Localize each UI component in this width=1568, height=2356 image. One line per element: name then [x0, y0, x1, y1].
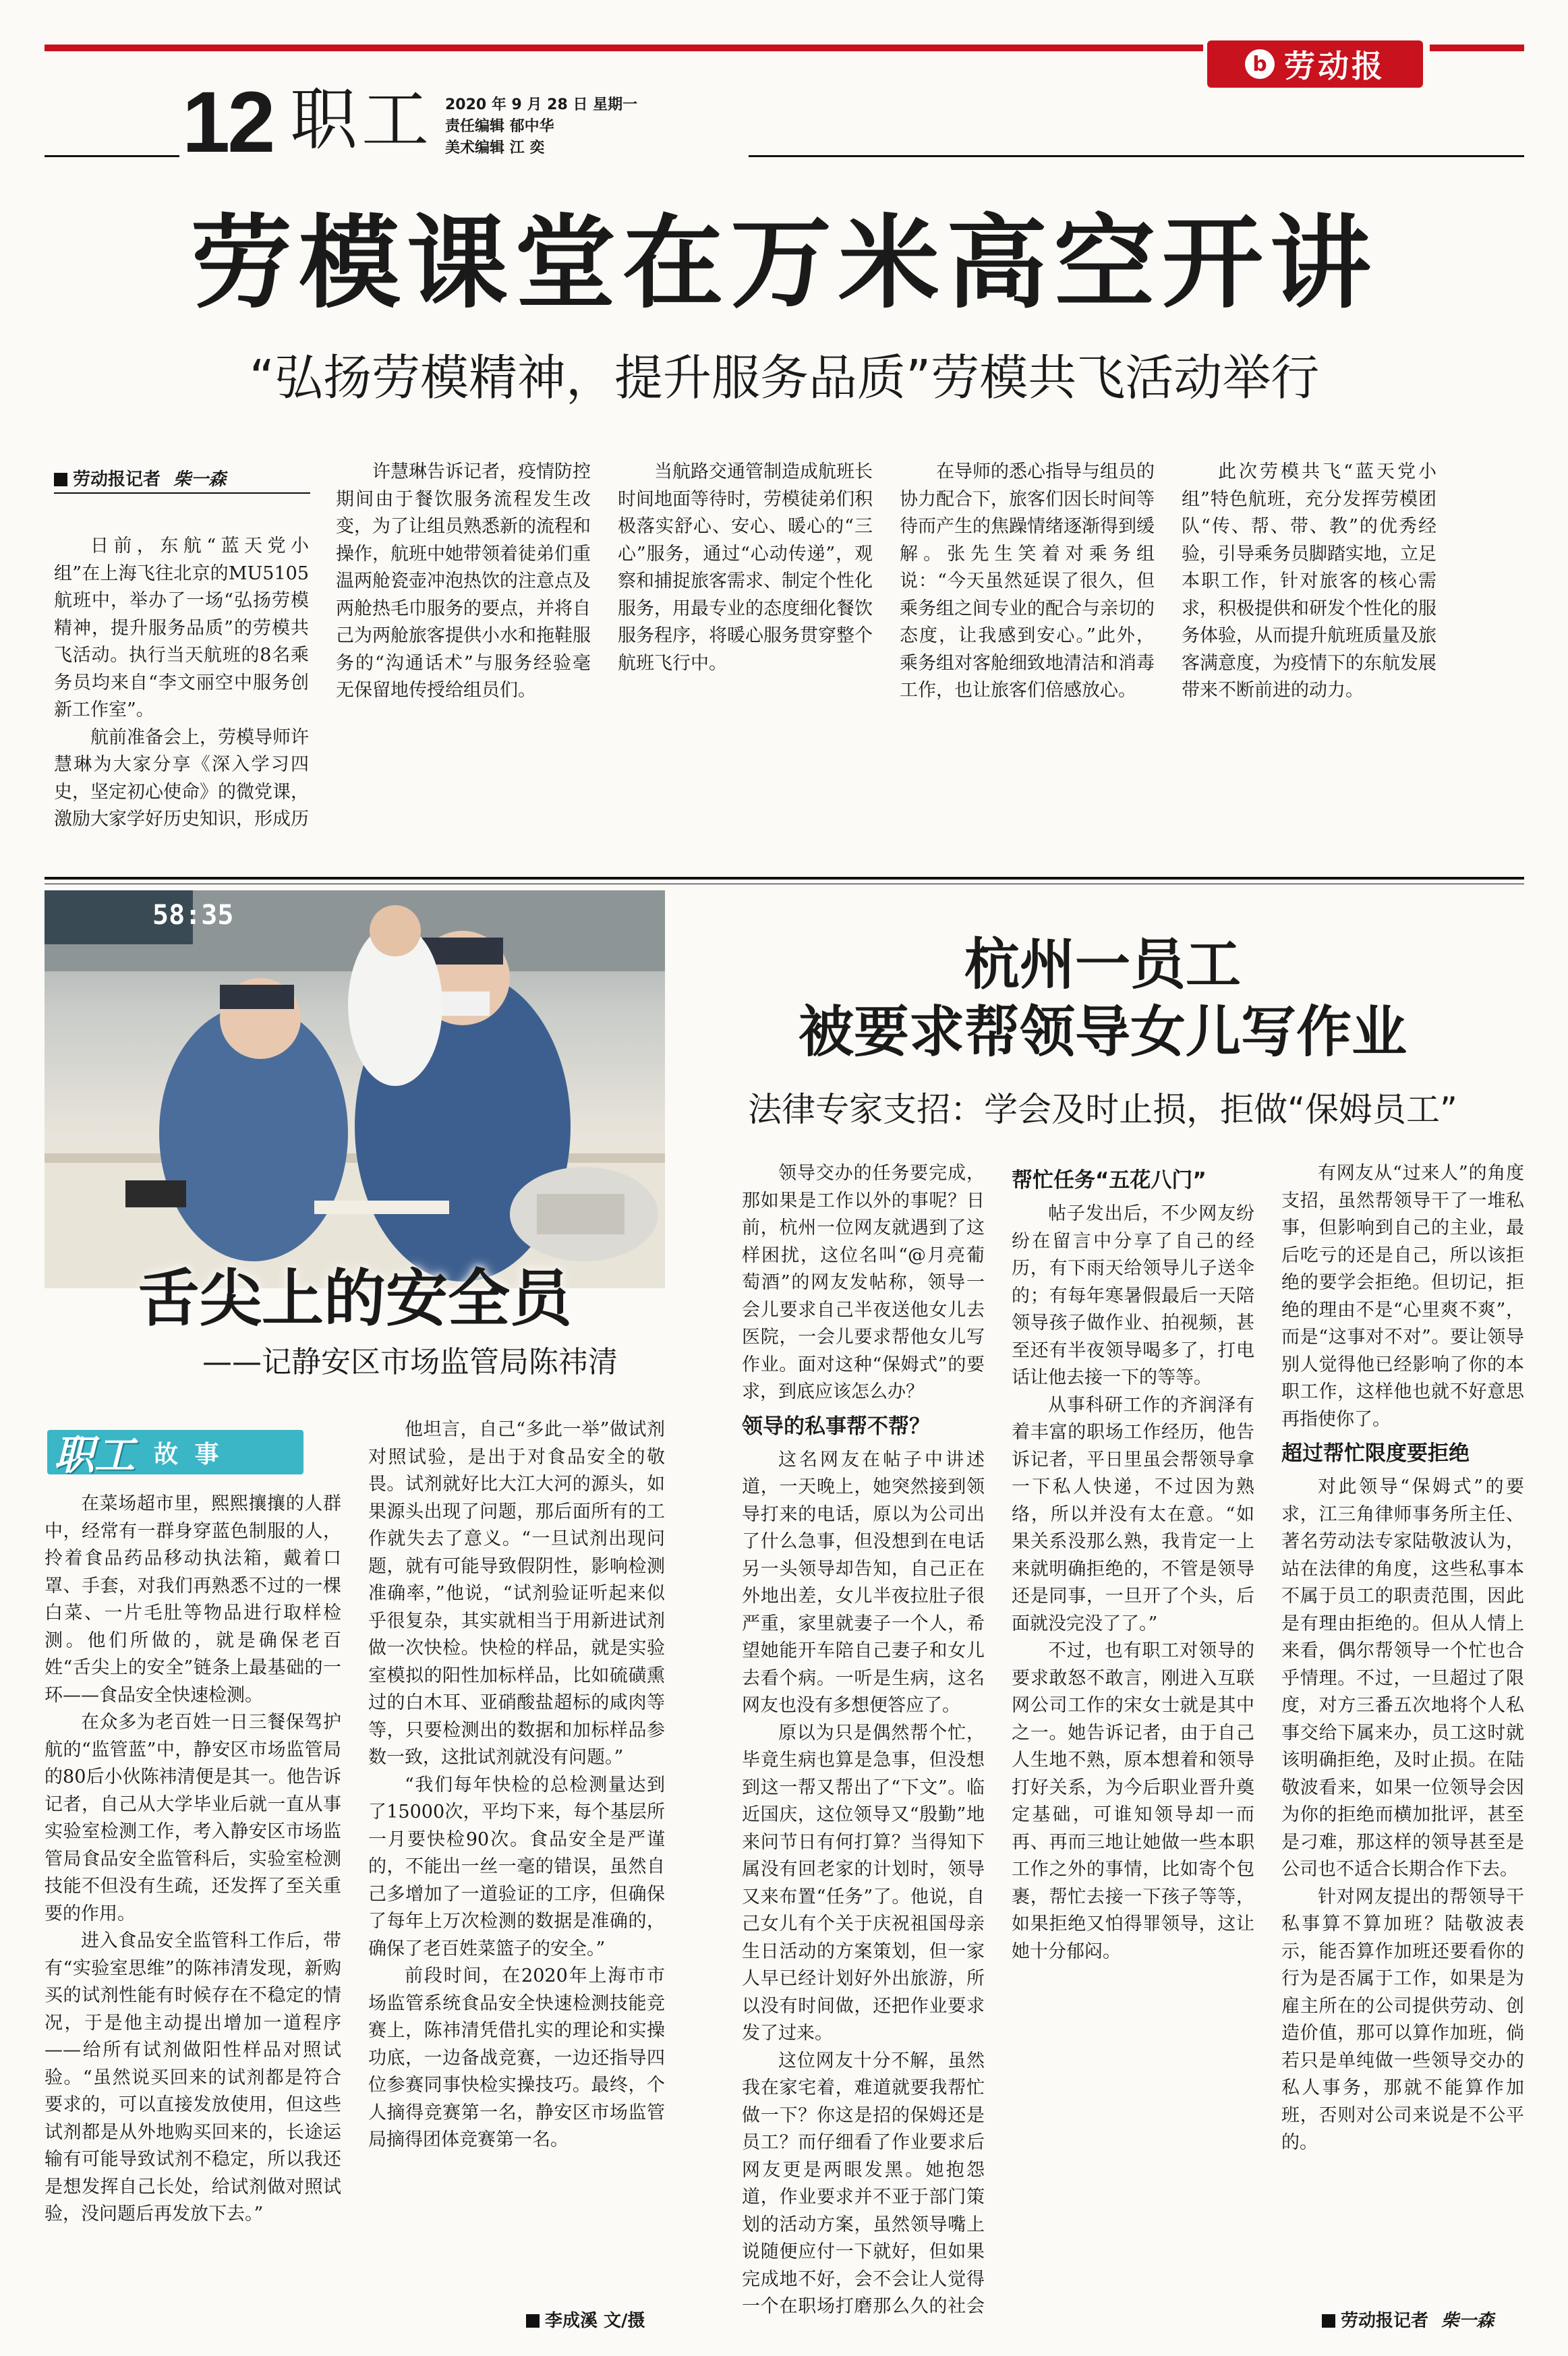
article3-paragraph: 从事科研工作的齐润泽有着丰富的职场工作经历，他告诉记者，平日里虽会帮领导拿一下私人快递，不过因为熟络，所以并没有太在意。“如果关系没那么熟，我肯定一上来就明确拒绝的，不管是领导还是同事，一旦开了个头，后面就没完没了了。” [1012, 1394, 1254, 1634]
article3-section-heading: 帮忙任务“五花八门” [1012, 1168, 1207, 1193]
issue-date: 2020 年 9 月 28 日 星期一 [445, 96, 638, 113]
paper-name: 劳动报 [1284, 48, 1385, 84]
article1-column-5 [1182, 459, 1436, 830]
article3-paragraph: 帖子发出后，不少网友纷纷在留言中分享了自己的经历，有下雨天给领导儿子送伞的；有每年寒暑假最后一天陪领导孩子做作业、拍视频，甚至还有半夜领导喝多了，打电话让他去接一下的等等。 [1012, 1203, 1254, 1388]
article2-paragraph: 在众多为老百姓一日三餐保驾护航的“监管蓝”中，静安区市场监管局的80后小伙陈祎清便是其一。他告诉记者，自己从大学毕业后就一直从事实验室检测工作，考入静安区市场监管局食品安全监管科后，实验室检测技能不但没有生疏，还发挥了至关重要的作用。 [45, 1712, 341, 1924]
article3-paragraph: 这名网友在帖子中讲述道，一天晚上，她突然接到领导打来的电话，原以为公司出了什么急事，但没想到在电话另一头领导却告知，自己正在外地出差，女儿半夜拉肚子很严重，家里就妻子一个人，希望她能开车陪自己妻子和女儿去看个病。一听是生病，这名网友也没有多想便答应了。 [742, 1449, 985, 1716]
section-divider [45, 877, 1524, 880]
article2-paragraph: 他坦言，自己“多此一举”做试剂对照试验，是出于对食品安全的敬畏。试剂就好比大江大河的源头，如果源头出现了问题，那后面所有的工作就失去了意义。“一旦试剂出现问题，就有可能导致假阴性，影响检测准确率，”他说，“试剂验证听起来似乎很复杂，其实就相当于用新进试剂做一次快检。快检的样品，就是实验室模拟的阳性加标样品，比如硫磺熏过的白木耳、亚硝酸盐超标的咸肉等等，只要检测出的数据和加标样品参数一致，这批试剂就没有问题。” [368, 1419, 665, 1768]
art-editor-line: 美术编辑 江 奕 [445, 140, 545, 156]
byline-name: 柴一森 [1441, 2311, 1494, 2331]
article3-subhead: 法律专家支招：学会及时止损，拒做“保姆员工” [748, 1090, 1457, 1129]
article2-paragraph: 前段时间，在2020年上海市市场监管系统食品安全快速检测技能竞赛上，陈祎清凭借扎实的理论和实操功底，一边备战竞赛，一边还指导四位参赛同事快检实操技巧。最终，个人摘得竞赛第一名，静安区市场监管局摘得团体竞赛第一名。 [368, 1965, 665, 2150]
article3-byline [1322, 2307, 1494, 2332]
inspection-photo [45, 890, 665, 1288]
article2-subhead: ——记静安区市场监管局陈祎清 [202, 1345, 618, 1379]
article2-paragraph: “我们每年快检的总检测量达到了15000次，平均下来，每个基层所一月要快检90次。食品安全是严谨的，不能出一丝一毫的错误，虽然自己多增加了一道验证的工序，但确保了每年上万次检测的数据是准确的，确保了老百姓菜篮子的安全。” [368, 1774, 665, 1959]
masthead-line-right [749, 155, 1524, 157]
article3-section-heading: 领导的私事帮不帮？ [742, 1414, 930, 1439]
top-red-rule-right [1430, 45, 1524, 51]
article3-column-2 [1012, 1160, 1254, 2320]
story-badge-main: 职工 [54, 1432, 135, 1479]
article1-paragraph: 当航路交通管制造成航班长时间地面等待时，劳模徒弟们积极落实舒心、安心、暖心的“三心”服务，通过“心动传递”，观察和捕捉旅客需求、制定个性化服务，用最专业的态度细化餐饮服务程序，将暖心服务贯穿整个航班飞行中。 [618, 461, 873, 674]
article2-credit [526, 2307, 645, 2332]
article2-column-1 [45, 1491, 341, 2327]
article1-paragraph: 航前准备会上，劳模导师许慧琳为大家分享《深入学习四史，坚定初心使命》的微党课，激励大家学好历史知识，形成历 [54, 726, 309, 830]
article3-paragraph: 有网友从“过来人”的角度支招，虽然帮领导干了一堆私事，但影响到自己的主业，最后吃亏的还是自己，所以该拒绝的要学会拒绝。但切记，拒绝的理由不是“心里爽不爽”，而是“这事对不对”。要让领导别人觉得他已经影响了你的本职工作，这样他也就不好意思再指使你了。 [1281, 1163, 1524, 1430]
article2-headline: 舌尖上的安全员 [137, 1262, 572, 1335]
article3-section-heading: 超过帮忙限度要拒绝 [1281, 1441, 1470, 1466]
article1-subhead: “弘扬劳模精神，提升服务品质”劳模共飞活动举行 [249, 349, 1320, 406]
article2-paragraph: 在菜场超市里，熙熙攘攘的人群中，经常有一群身穿蓝色制服的人，拎着食品药品移动执法箱，戴着口罩、手套，对我们再熟悉不过的一棵白菜、一片毛肚等物品进行取样检测。他们所做的，就是确保老百姓“舌尖上的安全”链条上最基础的一环——食品安全快速检测。 [45, 1493, 341, 1706]
story-badge [47, 1430, 303, 1479]
article2-column-2 [368, 1416, 665, 2287]
masthead-meta [445, 94, 637, 159]
credit-square-icon [526, 2314, 540, 2328]
article3-paragraph: 不过，也有职工对领导的要求敢怒不敢言，刚进入互联网公司工作的宋女士就是其中之一。她告诉记者，由于自己人生地不熟，原本想着和领导打好关系，为今后职业晋升奠定基础，可谁知领导却一而再、再而三地让她做一些本职工作之外的事情，比如寄个包裹，帮忙去接一下孩子等等，如果拒绝又怕得罪领导，这让她十分郁闷。 [1012, 1640, 1254, 1962]
section-name: 职工 [290, 80, 433, 159]
article1-paragraph: 此次劳模共飞“蓝天党小组”特色航班，充分发挥劳模团队“传、帮、带、教”的优秀经验，引导乘务员脚踏实地，立足本职工作，针对旅客的核心需求，积极提供和研发个性化的服务体验，从而提升航班质量及旅客满意度，为疫情下的东航发展带来不断前进的动力。 [1182, 461, 1436, 701]
byline-square-icon [1322, 2314, 1335, 2328]
article1-column-1 [54, 506, 309, 830]
paper-logo-icon: b [1245, 49, 1275, 79]
article3-paragraph: 针对网友提出的帮领导干私事算不算加班？陆敬波表示，能否算作加班还要看你的行为是否属于工作，如果是为雇主所在的公司提供劳动、创造价值，那可以算作加班，倘若只是单纯做一些领导交办的私人事务，那就不能算作加班，否则对公司来说是不公平的。 [1281, 1886, 1524, 2153]
article3-headline-line2: 被要求帮领导女儿写作业 [798, 1000, 1407, 1064]
top-red-rule [45, 45, 1203, 51]
article3-paragraph: 原以为只是偶然帮个忙，毕竟生病也算是急事，但没想到这一帮又帮出了“下文”。临近国庆，这位领导又“殷勤”地来问节日有何打算？当得知下属没有回老家的计划时，领导又来布置“任务”了。他说，自己女儿有个关于庆祝祖国母亲生日活动的方案策划，但一家人早已经计划好外出旅游，所以没有时间做，还把作业要求发了过来。 [742, 1722, 985, 2044]
photo-illustration [45, 890, 665, 1288]
video-timer: 58:35 [152, 900, 234, 931]
article1-column-4 [900, 459, 1155, 830]
article3-headline-line1: 杭州一员工 [964, 932, 1241, 997]
credit-text: 李成溪 文/摄 [545, 2311, 645, 2331]
article3-column-1 [742, 1160, 985, 2320]
article1-byline [54, 465, 226, 490]
article1-column-2 [336, 459, 591, 830]
article1-paragraph: 许慧琳告诉记者，疫情防控期间由于餐饮服务流程发生改变，为了让组员熟悉新的流程和操作，航班中她带领着徒弟们重温两舱瓷壶冲泡热饮的注意点及两舱热毛巾服务的要点，并将自己为两舱旅客提供小水和拖鞋服务的“沟通话术”与服务经验毫无保留地传授给组员们。 [336, 461, 591, 701]
article3-paragraph: 这位网友十分不解，虽然我在家宅着，难道就要我帮忙做一下？你这是招的保姆还是员工？而仔细看了作业要求后网友更是两眼发黑。她抱怨道，作业要求并不亚于部门策划的活动方案，虽然领导嘴上说随便应付一下就好，但如果完成地不好，会不会让人觉得一个在职场打磨那么久的社会 [742, 2050, 985, 2317]
story-badge-sub: 故 事 [154, 1440, 223, 1468]
byline-square-icon [54, 473, 67, 486]
byline-label: 劳动报记者 [73, 469, 161, 490]
article3-column-3 [1281, 1160, 1524, 2293]
byline-name: 柴一森 [173, 469, 227, 490]
article1-paragraph: 在导师的悉心指导与组员的协力配合下，旅客们因长时间等待而产生的焦躁情绪逐渐得到缓解。张先生笑着对乘务组说：“今天虽然延误了很久，但乘务组之间专业的配合与亲切的态度，让我感到安心。”此外，乘务组对客舱细致地清洁和消毒工作，也让旅客们倍感放心。 [900, 461, 1155, 701]
page-number: 12 [182, 74, 273, 171]
article3-paragraph: 对此领导“保姆式”的要求，江三角律师事务所主任、著名劳动法专家陆敬波认为，站在法律的角度，这些私事本不属于员工的职责范围，因此是有理由拒绝的。但从人情上来看，偶尔帮领导一个忙也合乎情理。不过，一旦超过了限度，对方三番五次地将个人私事交给下属来办，员工这时就该明确拒绝，及时止损。在陆敬波看来，如果一位领导会因为你的拒绝而横加批评，甚至是刁难，那这样的领导甚至是公司也不适合长期合作下去。 [1281, 1476, 1524, 1880]
article1-column-3 [618, 459, 873, 830]
article1-headline: 劳模课堂在万米高空开讲 [190, 204, 1378, 322]
article2-paragraph: 进入食品安全监管科工作后，带有“实验室思维”的陈祎清发现，新购买的试剂性能有时候存在不稳定的情况，于是他主动提出增加一道程序——给所有试剂做阳性样品对照试验。“虽然说买回来的试剂都是符合要求的，可以直接发放使用，但这些试剂都是从外地购买回来的，长途运输有可能导致试剂不稳定，所以我还是想发挥自己长处，给试剂做对照试验，没问题后再发放下去。” [45, 1930, 341, 2224]
article1-paragraph: 日前，东航“蓝天党小组”在上海飞往北京的MU5105航班中，举办了一场“弘扬劳模精神，提升服务品质”的劳模共飞活动。执行当天航班的8名乘务员均来自“李文丽空中服务创新工作室”。 [54, 536, 309, 720]
paper-logo [1207, 40, 1423, 88]
article3-intro: 领导交办的任务要完成，那如果是工作以外的事呢？日前，杭州一位网友就遇到了这样困扰，这位名叫“@月亮葡萄酒”的网友发帖称，领导一会儿要求自己半夜送他女儿去医院，一会儿要求帮他女儿写作业。面对这种“保姆式”的要求，到底应该怎么办？ [742, 1163, 985, 1402]
byline-underline [54, 492, 310, 494]
masthead-line-left [45, 155, 179, 157]
byline-label: 劳动报记者 [1341, 2311, 1429, 2331]
editor-line: 责任编辑 郁中华 [445, 118, 554, 135]
